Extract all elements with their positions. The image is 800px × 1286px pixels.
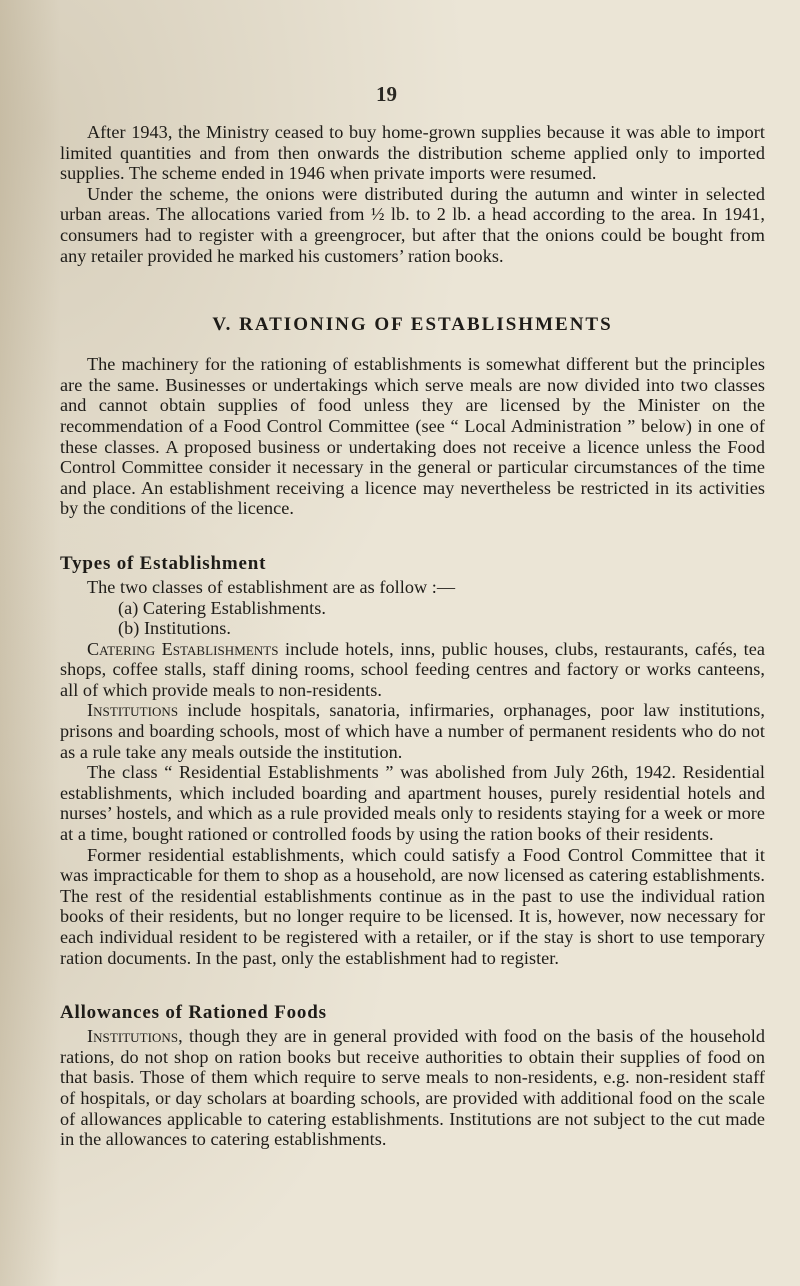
catering-definition: include hotels, inns, public houses, clubs, restaurants, cafés, tea shops, coffee stalls, staff dining rooms, school feeding centres and factory or works canteens, all of which provide meals to non-residents. bbox=[60, 638, 765, 700]
paragraph-types-lead: The two classes of establishment are as follow :— bbox=[87, 576, 456, 597]
term-institutions-allowances: Institutions bbox=[87, 1026, 179, 1047]
paragraph-catering-establishments bbox=[60, 639, 765, 701]
term-institutions: Institutions bbox=[87, 700, 179, 721]
heading-allowances: Allowances of Rationed Foods bbox=[60, 1002, 327, 1024]
section-title: V. RATIONING OF ESTABLISHMENTS bbox=[212, 314, 613, 336]
institutions-definition: include hospitals, sanatoria, infirmaries, orphanages, poor law institutions, prisons and boarding schools, most of which have a number of permanent residents who do not as a rule take any meals outside the institution. bbox=[60, 700, 765, 762]
page-number: 19 bbox=[376, 82, 397, 106]
paragraph-former-residential: Former residential establishments, which could satisfy a Food Control Committee that it was impracticable for them to shop as a household, are now licensed as catering establishments. The rest of the residential establishments continue as in the past to use the individual ration books of their residents, but no longer require to be licensed. It is, however, now necessary for each individual resident to be registered with a retailer, or if the stay is short to use temporary ration documents. In the past, only the establishment had to register. bbox=[60, 844, 765, 968]
paragraph-institutions bbox=[60, 700, 765, 762]
term-catering-establishments: Catering Establishments bbox=[87, 638, 279, 659]
paragraph-onion-imports: After 1943, the Ministry ceased to buy home-grown supplies because it was able to import limited quantities and from then onwards the distribution scheme applied only to imported supplies. The scheme ended in 1946 when private imports were resumed. bbox=[60, 122, 765, 184]
document-body bbox=[60, 122, 765, 1150]
list-item-catering: (a) Catering Establishments. bbox=[118, 597, 326, 618]
allowances-text: , though they are in general provided with food on the basis of the household rations, do not shop on ration books but receive authorities to obtain their supplies of food on that basis. Those of them which require to serve meals to non-residents, e.g. non-resident staff of hospitals, or day scholars at boarding schools, are provided with additional food on the scale of allowances applicable to catering establishments. Institutions are not subject to the cut made in the allowances to catering establishments. bbox=[60, 1026, 765, 1150]
paragraph-allowances bbox=[60, 1026, 765, 1150]
list-item-institutions: (b) Institutions. bbox=[118, 618, 232, 639]
paragraph-rationing-intro: The machinery for the rationing of establishments is somewhat different but the principles are the same. Businesses or undertakings which serve meals are now divided into two classes and cannot obtain supplies of food unless they are licensed by the Minister on the recommendation of a Food Control Committee (see “ Local Administration ” below) in one of these classes. A proposed business or undertaking does not receive a licence unless the Food Control Committee consider it necessary in the general or particular circumstances of the time and place. An establishment receiving a licence may nevertheless be restricted in its activities by the conditions of the licence. bbox=[60, 354, 765, 519]
paragraph-onion-scheme: Under the scheme, the onions were distributed during the autumn and winter in selected urban areas. The allocations varied from ½ lb. to 2 lb. a head according to the area. In 1941, consumers had to register with a greengrocer, but after that the onions could be bought from any retailer provided he marked his customers’ ration books. bbox=[60, 183, 765, 266]
paragraph-residential-establishments: The class “ Residential Establishments ” was abolished from July 26th, 1942. Residential establishments, which included boarding and apartment houses, purely residential hotels and nurses’ hostels, and which as a rule provided meals only to residents staying for a week or more at a time, bought rationed or controlled foods by using the ration books of their residents. bbox=[60, 762, 765, 845]
heading-types-of-establishment: Types of Establishment bbox=[60, 552, 267, 574]
